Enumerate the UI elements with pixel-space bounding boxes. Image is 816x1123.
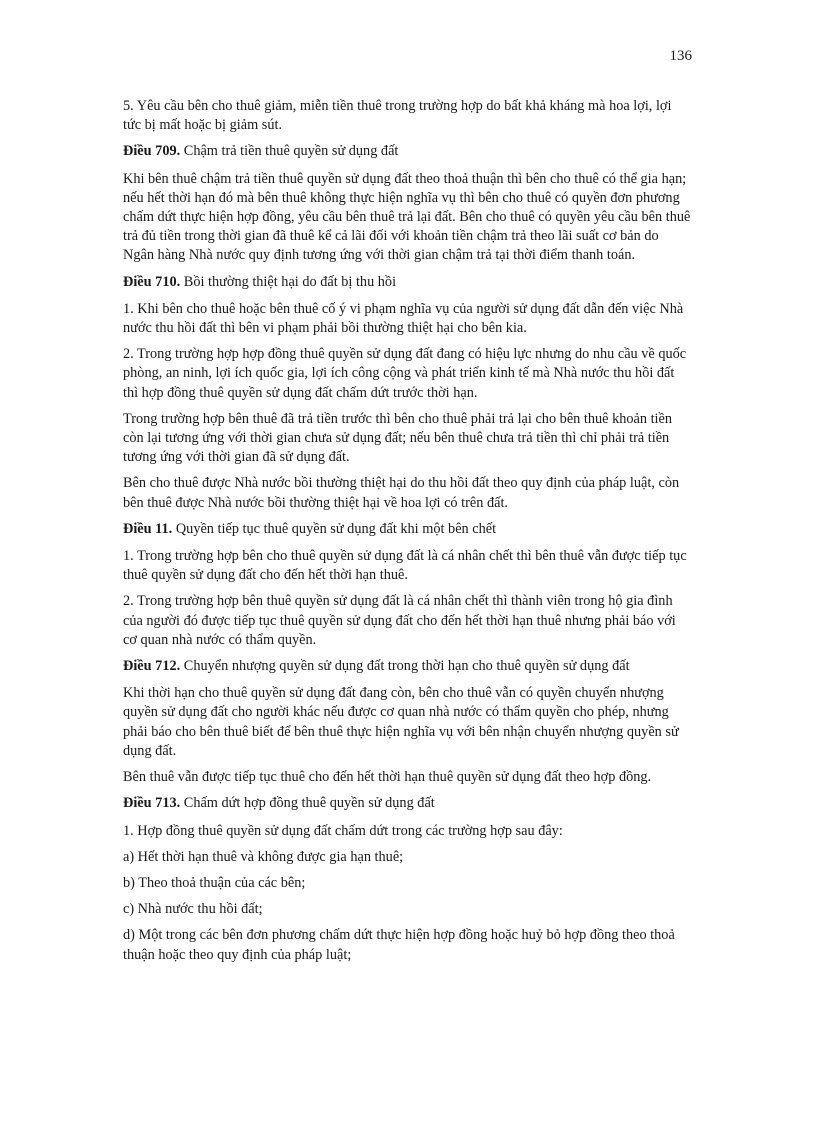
article-title: Chấm dứt hợp đồng thuê quyền sử dụng đất [183, 795, 435, 812]
paragraph: Bên cho thuê được Nhà nước bồi thường thiệt hại do thu hồi đất theo quy định của pháp luật, còn bên thuê được Nhà nước bồi thường thiệt hại về hoa lợi có trên đất. [123, 475, 680, 511]
article-heading [123, 657, 693, 676]
article-title: Bồi thường thiệt hại do đất bị thu hồi [183, 273, 397, 290]
paragraph: a) Hết thời hạn thuê và không được gia hạn thuê; [123, 848, 404, 865]
paragraph: b) Theo thoả thuận của các bên; [123, 874, 306, 891]
article-title: Quyền tiếp tục thuê quyền sử dụng đất khi một bên chết [175, 520, 497, 537]
paragraph: 2. Trong trường hợp hợp đồng thuê quyền sử dụng đất đang có hiệu lực nhưng do nhu cầu về quốc phòng, an ninh, lợi ích quốc gia, lợi ích công cộng và phát triển kinh tế mà Nhà nước thu hồi đất thì hợp đồng thuê quyền sử dụng đất chấm dứt trước thời hạn. [123, 346, 687, 401]
article-number: Điều 710. [123, 273, 181, 290]
paragraph: Khi bên thuê chậm trả tiền thuê quyền sử dụng đất theo thoả thuận thì bên cho thuê có thể gia hạn; nếu hết thời hạn đó mà bên thuê không thực hiện nghĩa vụ thì bên cho thuê có quyền đơn phương chấm dứt thực hiện hợp đồng, yêu cầu bên thuê trả lại đất. Bên cho thuê có quyền yêu cầu bên thuê trả đủ tiền trong thời gian đã thuê kể cả lãi đối với khoản tiền chậm trả theo lãi suất cơ bản do Ngân hàng Nhà nước quy định tương ứng với thời gian chậm trả tại thời điểm thanh toán. [123, 170, 691, 264]
article-heading [123, 142, 693, 161]
article-number: Điều 712. [123, 658, 181, 675]
document-body [123, 97, 693, 972]
paragraph: Bên thuê vẫn được tiếp tục thuê cho đến hết thời hạn thuê quyền sử dụng đất theo hợp đồng. [123, 769, 652, 786]
article-heading [123, 273, 693, 292]
paragraph: 5. Yêu cầu bên cho thuê giảm, miễn tiền thuê trong trường hợp do bất khả kháng mà hoa lợi, lợi tức bị mất hoặc bị giảm sút. [123, 98, 672, 134]
paragraph: Khi thời hạn cho thuê quyền sử dụng đất đang còn, bên cho thuê vẫn có quyền chuyển nhượng quyền sử dụng đất cho người khác nếu được cơ quan nhà nước có thẩm quyền cho phép, nhưng phải báo cho bên thuê biết để bên thuê thực hiện nghĩa vụ với bên nhận chuyển nhượng quyền sử dụng đất. [123, 685, 679, 759]
page-number: 136 [669, 48, 692, 64]
paragraph: Trong trường hợp bên thuê đã trả tiền trước thì bên cho thuê phải trả lại cho bên thuê khoản tiền còn lại tương ứng với thời gian chưa sử dụng đất; nếu bên thuê chưa trả tiền thì chỉ phải trả tiền tương ứng với thời gian đã sử dụng đất. [123, 410, 673, 466]
article-title: Chậm trả tiền thuê quyền sử dụng đất [183, 143, 399, 160]
article-number: Điều 713. [123, 795, 181, 812]
paragraph: c) Nhà nước thu hồi đất; [123, 901, 263, 918]
paragraph: 1. Khi bên cho thuê hoặc bên thuê cố ý vi phạm nghĩa vụ của người sử dụng đất dẫn đến việc Nhà nước thu hồi đất thì bên vi phạm phải bồi thường thiệt hại cho bên kia. [123, 300, 684, 337]
article-number: Điều 11. [123, 520, 173, 537]
article-title: Chuyển nhượng quyền sử dụng đất trong thời hạn cho thuê quyền sử dụng đất [183, 658, 630, 675]
article-number: Điều 709. [123, 143, 181, 160]
paragraph: 1. Trong trường hợp bên cho thuê quyền sử dụng đất là cá nhân chết thì bên thuê vẫn được tiếp tục thuê quyền sử dụng đất cho đến hết thời hạn thuê. [123, 548, 687, 584]
paragraph: d) Một trong các bên đơn phương chấm dứt thực hiện hợp đồng hoặc huỷ bỏ hợp đồng theo thoả thuận hoặc theo quy định của pháp luật; [123, 927, 675, 963]
article-heading [123, 520, 693, 539]
article-heading [123, 794, 693, 813]
paragraph: 1. Hợp đồng thuê quyền sử dụng đất chấm dứt trong các trường hợp sau đây: [123, 822, 563, 839]
paragraph: 2. Trong trường hợp bên thuê quyền sử dụng đất là cá nhân chết thì thành viên trong hộ gia đình của người đó được tiếp tục thuê quyền sử dụng đất cho đến hết thời hạn thuê nhưng phải báo với cơ quan nhà nước có thẩm quyền. [123, 593, 676, 648]
